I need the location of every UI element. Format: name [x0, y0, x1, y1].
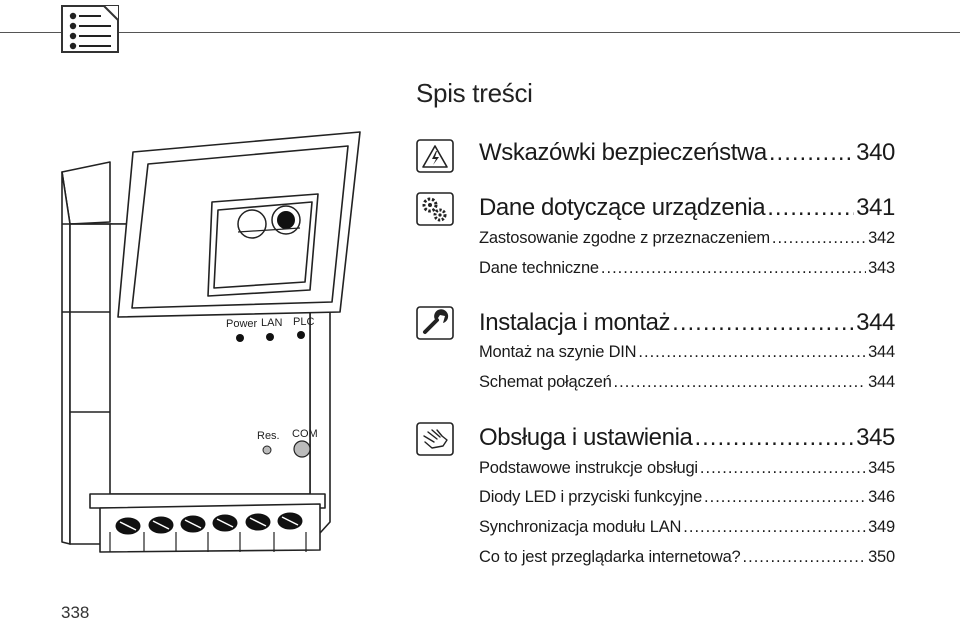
leader-dots — [683, 518, 866, 537]
reset-button — [263, 446, 271, 454]
header-rule — [0, 32, 960, 33]
led-label-lan: LAN — [261, 317, 283, 329]
com-button — [294, 441, 310, 457]
toc-entry-page: 340 — [856, 139, 895, 166]
led-label-power: Power — [226, 318, 258, 330]
toc-subentry[interactable] — [479, 518, 895, 537]
page-title: Spis treści — [416, 78, 533, 108]
toc-entry-operation[interactable] — [479, 424, 895, 452]
toc-entry-page: 342 — [868, 229, 895, 247]
page-number: 338 — [61, 603, 90, 622]
toc-subentry[interactable] — [479, 259, 895, 278]
toc-entry-label: Synchronizacja modułu LAN — [479, 518, 682, 536]
toc-subentry[interactable] — [479, 548, 895, 567]
toc-entry-page: 343 — [868, 259, 895, 277]
reset-label: Res. — [257, 430, 280, 442]
leader-dots — [704, 488, 866, 507]
list-icon — [61, 5, 119, 53]
wrench-icon — [416, 306, 454, 340]
toc-subentry[interactable] — [479, 229, 895, 248]
toc-entry-label: Diody LED i przyciski funkcyjne — [479, 488, 703, 506]
toc-entry-device-data[interactable] — [479, 194, 895, 222]
toc-entry-installation[interactable] — [479, 309, 895, 337]
toc-subentry[interactable] — [479, 343, 895, 362]
warning-lightning-icon — [416, 139, 454, 173]
led-plc — [297, 331, 305, 339]
leader-dots — [672, 309, 854, 337]
leader-dots — [638, 343, 866, 362]
leader-dots — [743, 548, 867, 567]
com-label: COM — [292, 428, 318, 440]
toc-entry-label: Schemat połączeń — [479, 373, 612, 391]
toc-entry-page: 346 — [868, 488, 895, 506]
leader-dots — [694, 424, 854, 452]
toc-entry-label: Dane techniczne — [479, 259, 599, 277]
toc-entry-label: Obsługa i ustawienia — [479, 424, 693, 451]
leader-dots — [614, 373, 867, 392]
leader-dots — [772, 229, 866, 248]
gears-icon — [416, 192, 454, 226]
hand-pointer-icon — [416, 422, 454, 456]
toc-entry-label: Zastosowanie zgodne z przeznaczeniem — [479, 229, 770, 247]
toc-entry-label: Wskazówki bezpieczeństwa — [479, 139, 767, 166]
leader-dots — [700, 459, 866, 478]
led-power — [236, 334, 244, 342]
toc-subentry[interactable] — [479, 488, 895, 507]
toc-entry-page: 349 — [868, 518, 895, 536]
toc-entry-page: 344 — [868, 343, 895, 361]
toc-entry-page: 345 — [856, 424, 895, 451]
toc-entry-label: Co to jest przeglądarka internetowa? — [479, 548, 741, 566]
toc-entry-safety[interactable] — [479, 139, 895, 167]
toc-entry-label: Podstawowe instrukcje obsługi — [479, 459, 698, 477]
led-label-plc: PLC — [293, 316, 315, 328]
toc-entry-page: 345 — [868, 459, 895, 477]
toc-entry-label: Montaż na szynie DIN — [479, 343, 637, 361]
device-illustration — [40, 112, 370, 582]
toc-entry-page: 344 — [856, 309, 895, 336]
leader-dots — [767, 194, 854, 222]
toc-entry-page: 344 — [868, 373, 895, 391]
toc-subentry[interactable] — [479, 459, 895, 478]
toc-entry-page: 341 — [856, 194, 895, 221]
toc-entry-page: 350 — [868, 548, 895, 566]
toc-entry-label: Instalacja i montaż — [479, 309, 671, 336]
toc-subentry[interactable] — [479, 373, 895, 392]
toc-entry-label: Dane dotyczące urządzenia — [479, 194, 766, 221]
leader-dots — [769, 139, 854, 167]
led-lan — [266, 333, 274, 341]
leader-dots — [601, 259, 866, 278]
